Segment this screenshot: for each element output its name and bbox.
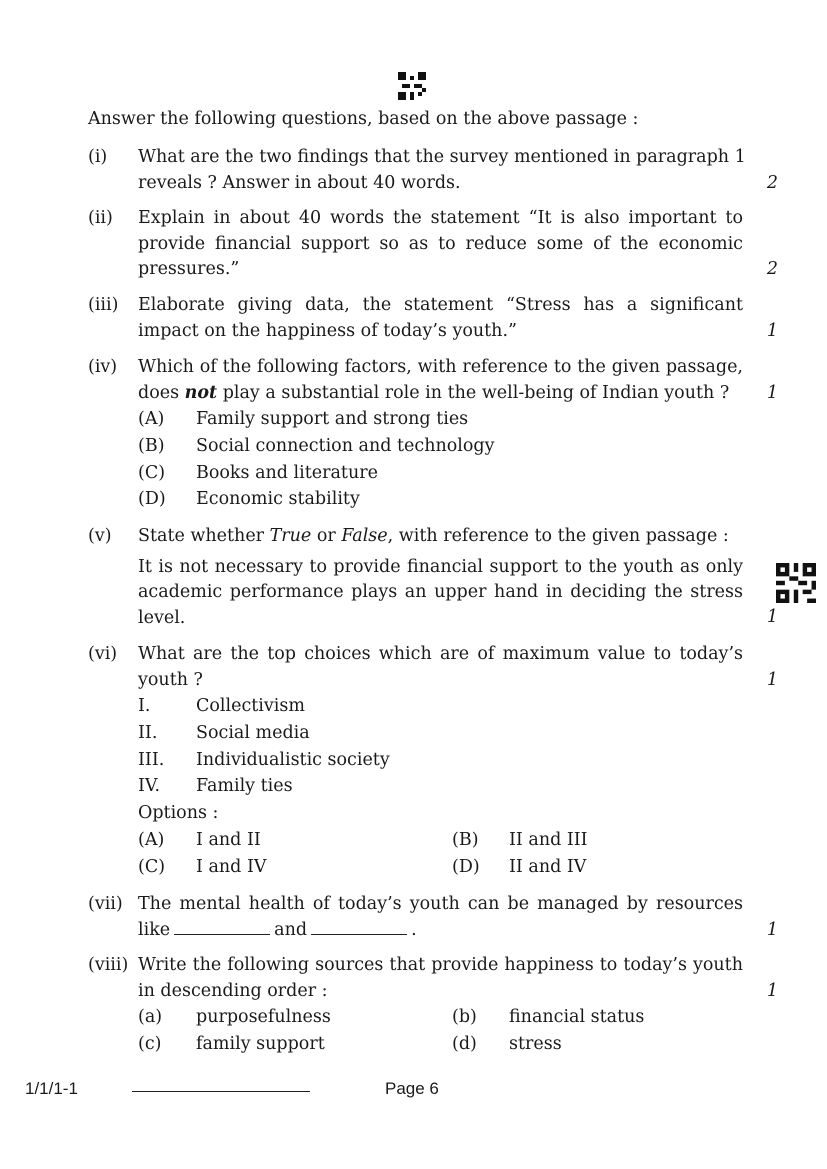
item-key: IV. [138, 776, 161, 797]
option-key: (a) [138, 1007, 163, 1027]
option-row [138, 827, 743, 854]
marks: 1 [766, 669, 778, 690]
text-true: True [269, 526, 312, 546]
question-line: in descending order : [138, 980, 328, 1001]
option-text: Family support and strong ties [196, 409, 469, 429]
item-iv [138, 773, 743, 800]
question-line: reveals ? Answer in about 40 words. [138, 172, 461, 193]
option-text: II and IV [509, 856, 587, 877]
item-text: Individualistic society [196, 749, 390, 770]
question-line: Elaborate giving data, the statement “Stress has a significant [138, 295, 743, 315]
question-line: Which of the following factors, with reference to the given passage, [138, 357, 743, 377]
option-key: (B) [452, 829, 479, 850]
question-text [138, 206, 743, 283]
marks: 2 [766, 172, 778, 193]
option-text: I and IV [196, 856, 267, 877]
question-number: (viii) [88, 955, 129, 975]
question-line [138, 381, 743, 407]
item-text: Social media [196, 722, 310, 743]
question-text [138, 524, 743, 631]
emphasis-not: not [184, 382, 218, 403]
text-false: False [341, 526, 388, 546]
question-number: (vii) [88, 894, 123, 914]
option-text: II and III [509, 829, 588, 850]
question-line [138, 918, 743, 944]
marks: 1 [766, 919, 778, 940]
question-text [138, 355, 743, 513]
option-text: financial status [509, 1007, 645, 1027]
option-b [138, 433, 743, 460]
option-text: Economic stability [196, 489, 360, 510]
text-run: like [138, 919, 171, 940]
marks: 1 [766, 320, 778, 341]
marks: 1 [766, 607, 778, 627]
answer-blank[interactable] [311, 919, 407, 935]
page-number: Page 6 [385, 1079, 439, 1098]
answer-blank[interactable] [174, 919, 270, 935]
options-label: Options : [138, 803, 219, 824]
question-number: (i) [88, 147, 108, 167]
statement-line: academic performance plays an upper hand in deciding the stress [138, 582, 743, 602]
option-key: (D) [452, 856, 480, 877]
option-key: (C) [138, 856, 166, 877]
option-row [138, 1031, 743, 1058]
option-row [138, 1004, 743, 1031]
item-key: II. [138, 722, 158, 743]
question-line: The mental health of today’s youth can be managed by resources [138, 894, 743, 914]
option-text: stress [509, 1033, 562, 1054]
question-vi [88, 642, 778, 882]
question-number: (iii) [88, 295, 119, 315]
marks: 2 [766, 259, 778, 279]
option-text: Social connection and technology [196, 435, 495, 456]
option-text: purposefulness [196, 1007, 331, 1027]
item-iii [138, 747, 743, 774]
question-line: youth ? [138, 669, 203, 690]
option-a [138, 406, 743, 433]
item-ii [138, 720, 743, 747]
footer-divider [132, 1091, 310, 1092]
option-key: (d) [452, 1033, 477, 1054]
text-run: State whether [138, 526, 270, 546]
marks: 1 [766, 382, 778, 403]
question-vii [88, 892, 778, 944]
item-text: Collectivism [196, 696, 305, 716]
question-line: provide financial support so as to reduce some of the economic [138, 233, 743, 254]
item-key: III. [138, 749, 165, 770]
question-line: What are the top choices which are of maximum value to today’s [138, 644, 743, 664]
question-number: (ii) [88, 208, 113, 228]
question-text [138, 145, 746, 196]
option-key: (A) [138, 409, 165, 429]
instructions: Answer the following questions, based on the above passage : [88, 109, 639, 129]
question-line: Write the following sources that provide happiness to today’s youth [138, 955, 743, 975]
text-run: does [138, 382, 185, 403]
option-key: (A) [138, 829, 165, 850]
option-text: I and II [196, 829, 261, 850]
question-line: Explain in about 40 words the statement “It is also important to [138, 208, 743, 228]
text-run: and [274, 919, 308, 940]
question-viii [88, 953, 778, 1063]
option-c [138, 460, 743, 487]
marks: 1 [766, 980, 778, 1001]
question-i [88, 145, 778, 197]
question-line: What are the two findings that the survey mentioned in paragraph 1 [138, 147, 746, 167]
question-text [138, 642, 743, 881]
text-run: play a substantial role in the well-being of Indian youth ? [217, 382, 730, 403]
option-text: Books and literature [196, 462, 378, 483]
item-key: I. [138, 696, 151, 716]
paper-code: 1/1/1-1 [25, 1079, 78, 1098]
question-text [138, 892, 743, 943]
item-i [138, 693, 743, 720]
option-text: family support [196, 1033, 325, 1054]
option-row [138, 854, 743, 881]
question-number: (iv) [88, 357, 118, 377]
question-line: impact on the happiness of today’s youth.” [138, 320, 517, 341]
option-key: (b) [452, 1007, 477, 1027]
question-number: (vi) [88, 644, 118, 664]
question-iii [88, 293, 778, 345]
option-key: (c) [138, 1033, 162, 1054]
option-d [138, 486, 743, 513]
text-run: . [411, 919, 417, 940]
option-key: (B) [138, 435, 165, 456]
question-text [138, 953, 743, 1058]
question-number: (v) [88, 526, 112, 546]
question-line: pressures.” [138, 259, 240, 279]
statement-line: It is not necessary to provide financial support to the youth as only [138, 556, 743, 577]
option-key: (D) [138, 489, 166, 510]
text-run: , with reference to the given passage : [387, 526, 729, 546]
item-text: Family ties [196, 776, 293, 797]
qr-code-icon [398, 72, 426, 100]
option-key: (C) [138, 462, 166, 483]
statement-line: level. [138, 607, 186, 628]
question-v [88, 524, 778, 634]
qr-code-icon [776, 563, 816, 603]
question-iv [88, 355, 778, 515]
question-text [138, 293, 743, 344]
question-ii [88, 206, 778, 284]
question-prompt [138, 524, 743, 550]
text-run: or [311, 526, 342, 546]
